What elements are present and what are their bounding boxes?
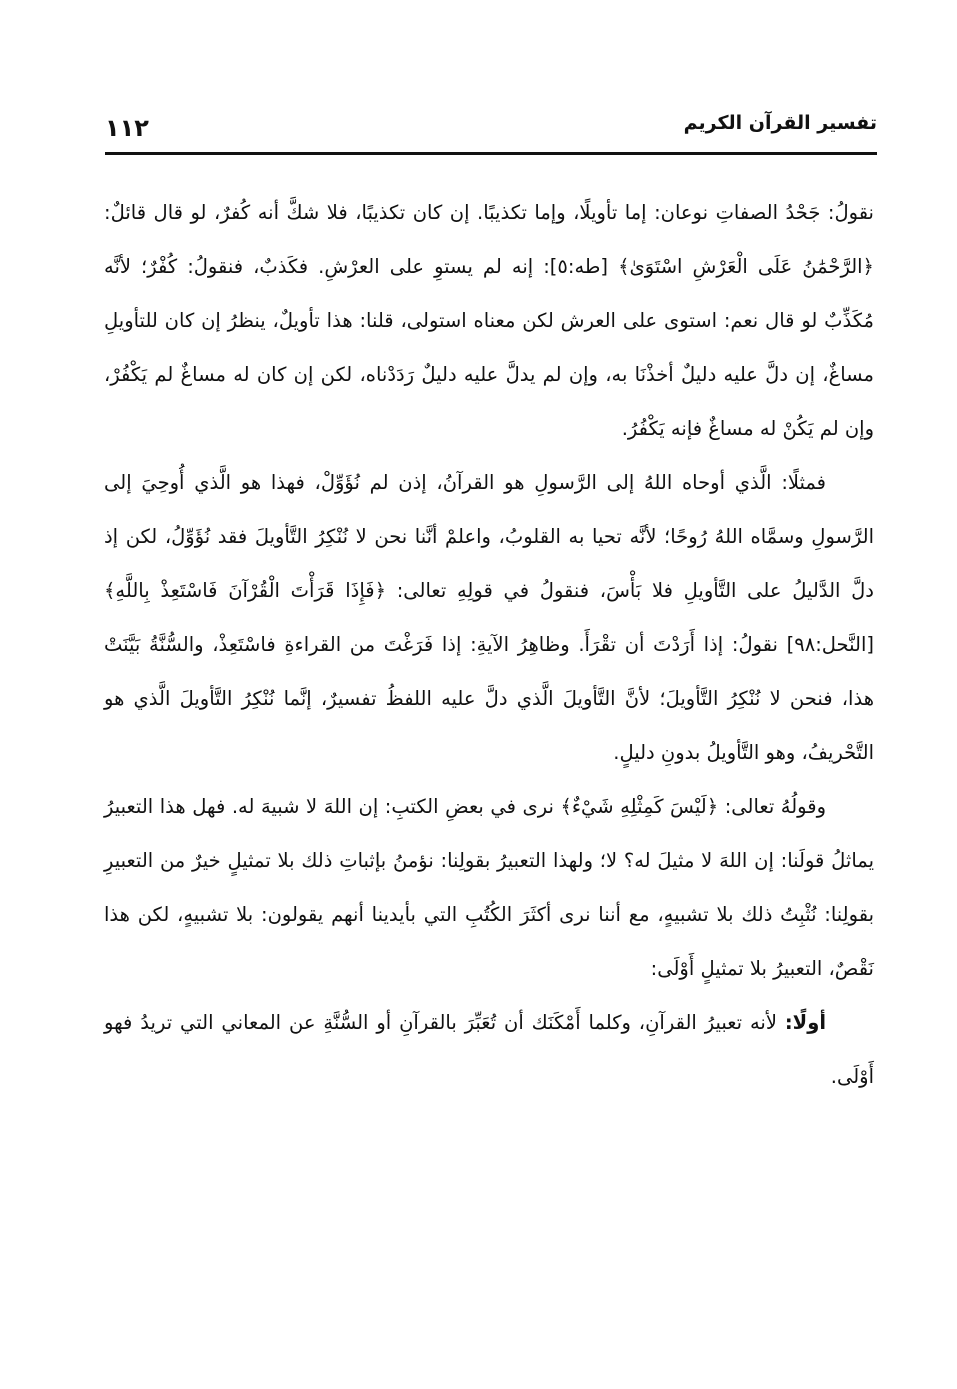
- paragraph-1: [104, 186, 874, 456]
- paragraph-3: [104, 780, 874, 996]
- page-body: [104, 186, 874, 1104]
- paragraph-4-lead: أولًا:: [784, 1011, 826, 1034]
- header-title: تفسير القرآن الكريم: [683, 112, 877, 134]
- paragraph-2: [104, 456, 874, 780]
- paragraph-4-text: لأنه تعبيرُ القرآنِ، وكلما أَمْكَنَك أن تُعَبِّرَ بالقرآنِ أو السُّنَّةِ عن المعاني التي تريدُ فهو أَوْلَى.: [104, 1011, 874, 1088]
- running-header: [105, 108, 877, 150]
- paragraph-2-text: فمثلًا: الَّذي أوحاه اللهُ إلى الرَّسولِ هو القرآنُ، إذن لم نُؤَوِّلْ، فهذا هو الَّذي أُوحِيَ إلى الرَّسولِ وسمَّاه اللهُ رُوحًا؛ لأنَّه تحيا به القلوبُ، واعلمْ أنَّنا نحن لا نُنْكِرُ التَّأويلَ فقد نُؤَوِّلُ، لكن إذ دلَّ الدَّليلُ على التَّأويلِ فلا بَأْسَ، فنقولُ في قولِهِ تعالى: ﴿فَإِذَا قَرَأْتَ الْقُرْآنَ فَاسْتَعِذْ بِاللَّهِ﴾ [النَّحل:٩٨] نقولُ: إذا أَرَدْتَ أن تقْرَأَ. وظاهِرُ الآيةِ: إذا فَرَغْتَ من القراءةِ فاسْتَعِذْ، والسُّنَّةُ بَيَّنَتْ هذا، فنحن لا نُنْكِرُ التَّأويلَ؛ لأنَّ التَّأويلَ الَّذي دلَّ عليه اللفظُ تفسيرٌ، إنَّما نُنْكِرُ التَّأويلَ الَّذي هو التَّحْريفُ، وهو التَّأويلُ بدونِ دليلٍ.: [104, 471, 874, 764]
- paragraph-3-text: وقولُهُ تعالى: ﴿لَيْسَ كَمِثْلِهِ شَيْءٌ﴾ نرى في بعضِ الكتبِ: إن اللهَ لا شبيهَ له. فهل هذا التعبيرُ يماثلُ قولَنا: إن اللهَ لا مثيلَ له؟ لا؛ ولهذا التعبيرُ بقولِنا: نؤمنُ بإثباتِ ذلك بلا تمثيلٍ خيرٌ من التعبيرِ بقولِنا: نُثْبِتُ ذلك بلا تشبيهٍ، مع أننا نرى أكثَرَ الكُتُبِ التي بأيدينا أنهم يقولون: بلا تشبيهٍ، لكن هذا نَقْصٌ، التعبيرُ بلا تمثيلٍ أَوْلَى:: [104, 795, 874, 980]
- page-number: ١١٢: [105, 114, 149, 142]
- header-rule: [105, 152, 877, 155]
- paragraph-4: [104, 996, 874, 1104]
- paragraph-1-text: نقولُ: جَحْدُ الصفاتِ نوعان: إما تأويلًا، وإما تكذيبًا. إن كان تكذيبًا، فلا شكَّ أنه كُفرٌ، لو قال قائلٌ: ﴿الرَّحْمَٰنُ عَلَى الْعَرْشِ اسْتَوَىٰ﴾ [طه:٥]: إنه لم يستوِ على العرْشِ. فكَذبٌ، فنقولُ: كُفْرٌ؛ لأنَّه مُكَذِّبٌ لو قال نعم: استوى على العرش لكن معناه استولى، قلنا: هذا تأويلٌ، ينظرُ إن كان للتأويلِ مساغٌ، إن دلَّ عليه دليلٌ أخذْنَا به، وإن لم يدلَّ عليه دليلٌ رَدَدْناه، لكن إن كان له مساغٌ لم يَكْفُرْ، وإن لم يَكُنْ له مساغٌ فإنه يَكْفُرُ.: [104, 201, 874, 440]
